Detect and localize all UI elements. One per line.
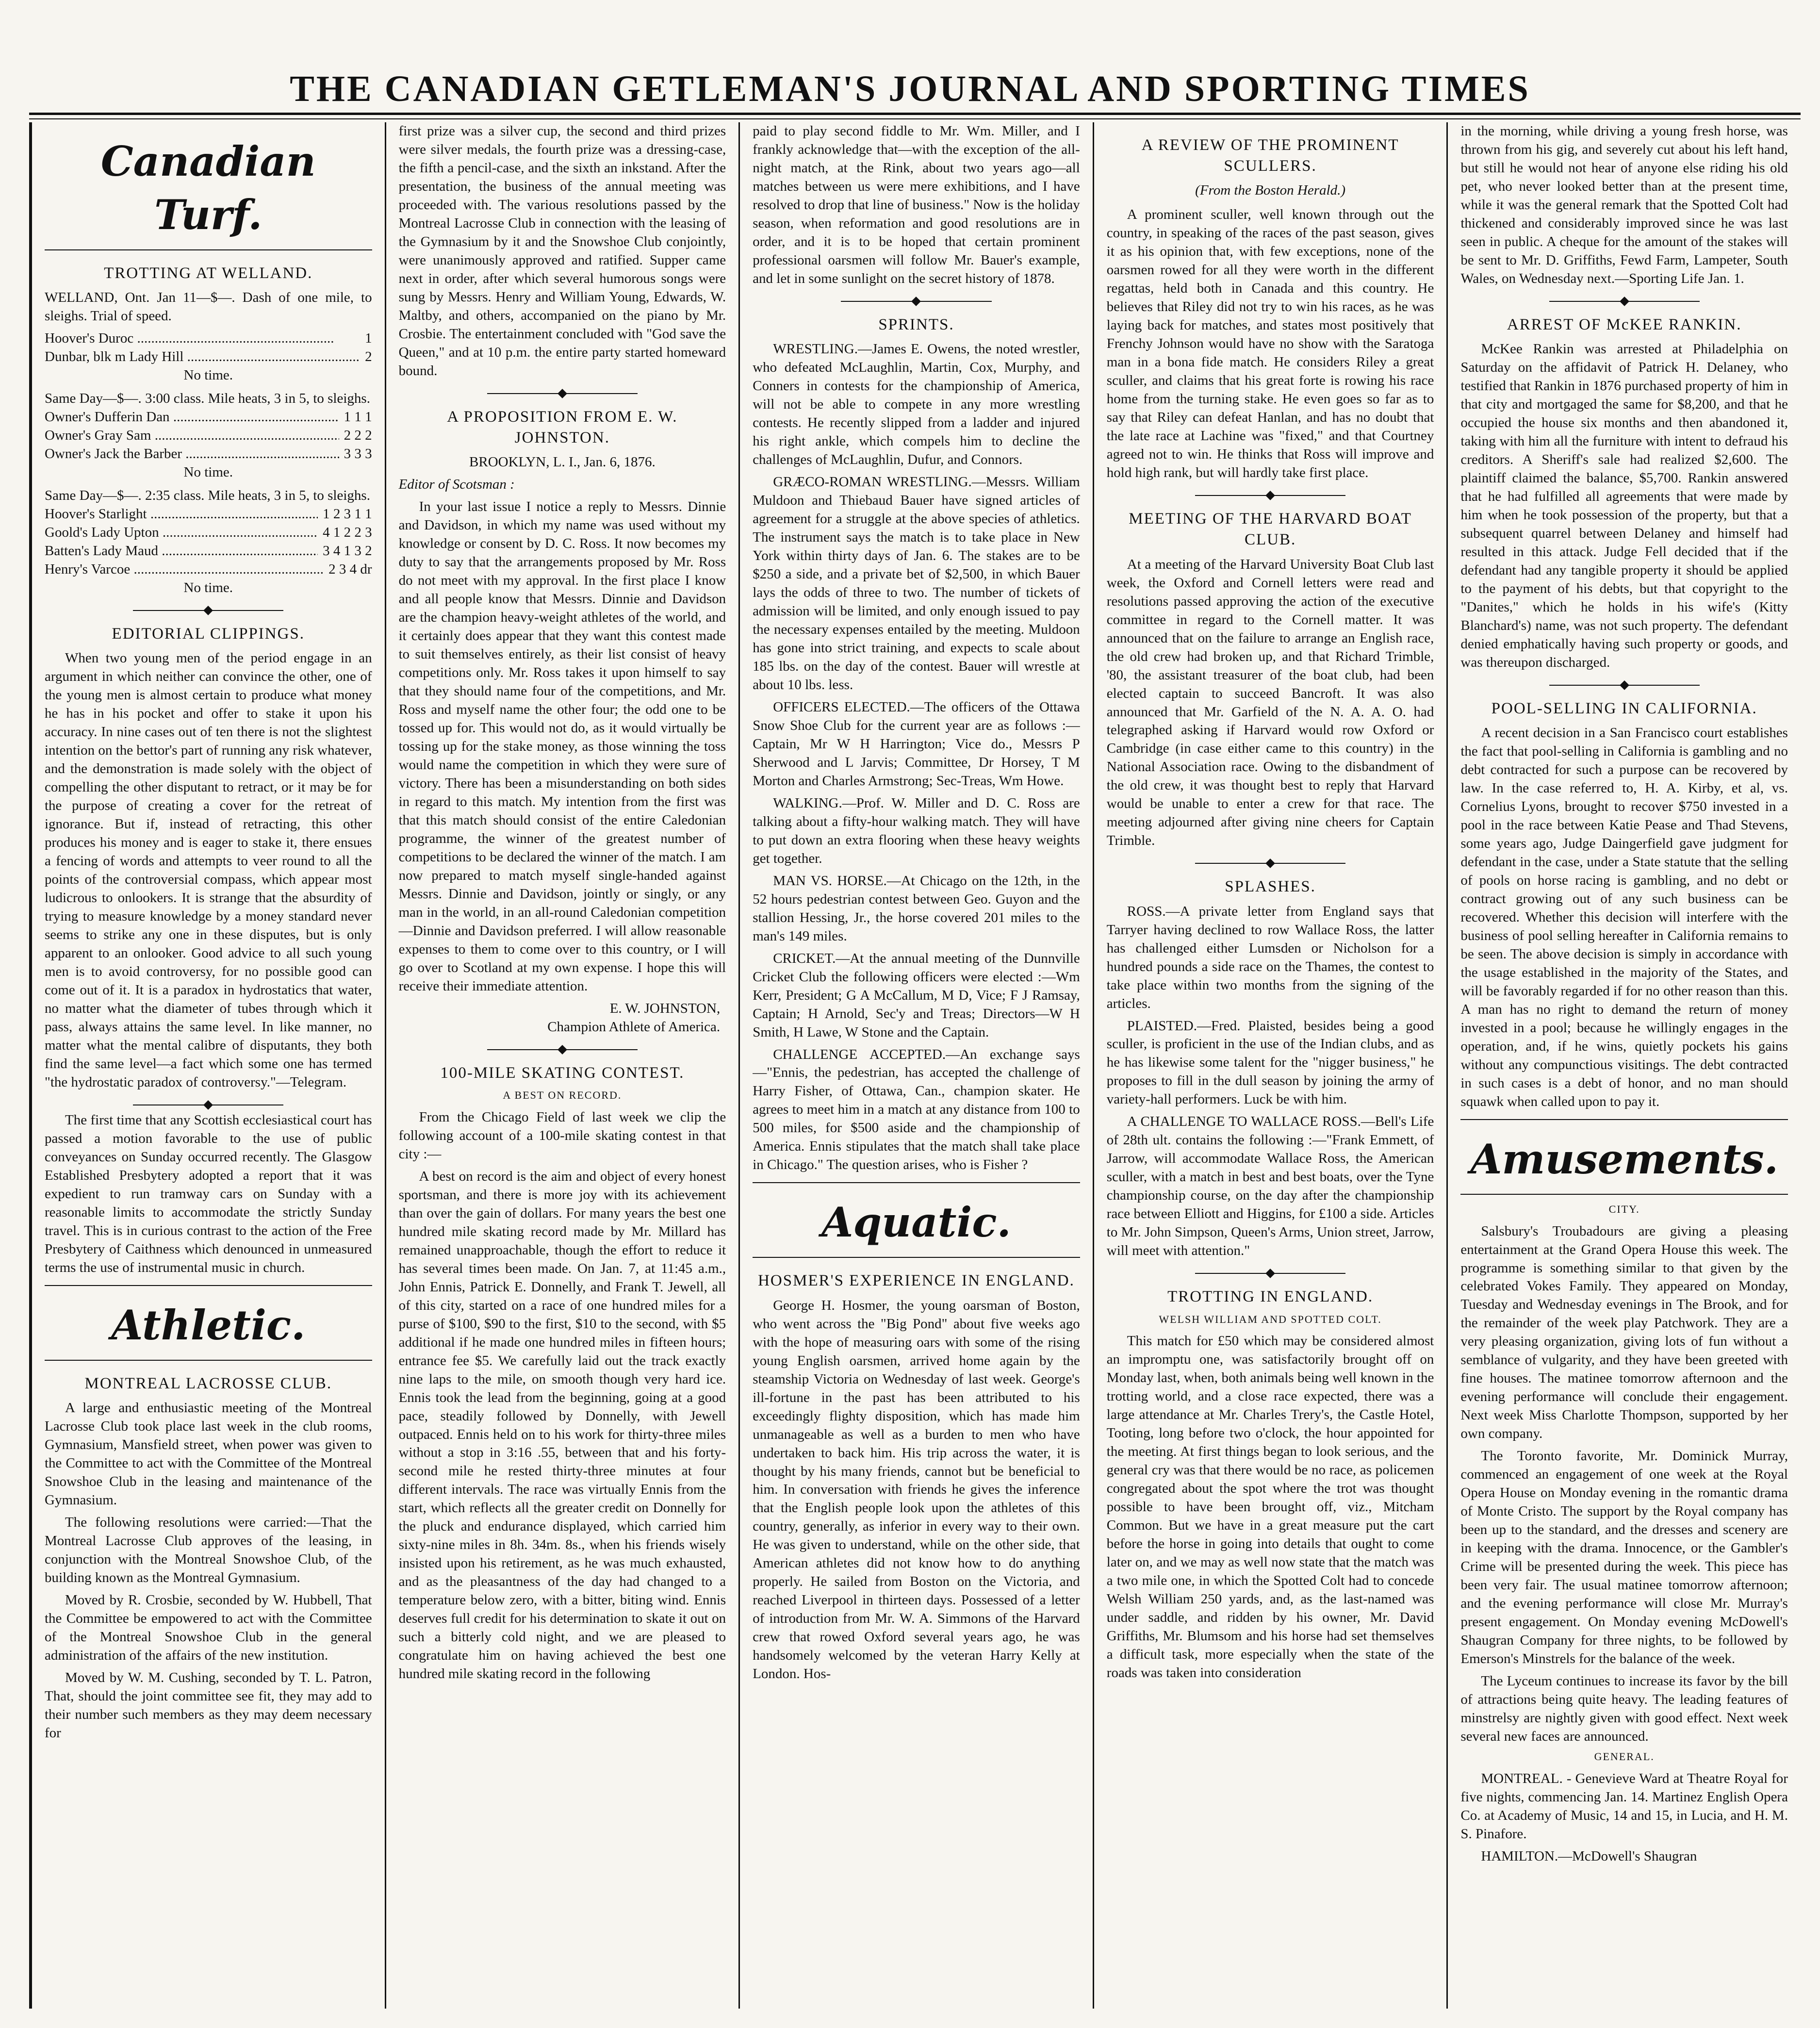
divider <box>1195 495 1345 496</box>
race-result: Owner's Gray Sam ..... 2 2 2 <box>45 427 372 445</box>
divider <box>45 249 372 250</box>
race-result: Goold's Lady Upton ..... 4 1 2 2 3 <box>45 524 372 542</box>
divider <box>45 1285 372 1286</box>
article-paragraph: paid to play second fiddle to Mr. Wm. Miller, and I frankly acknowledge that—with the exception of the all-night match, at the Rink, about two years ago—all matches between us were mere exhibitions, and I have resolved to drop that line of business." Now is the holiday season, when reformation and good resolutions are in order, and it is to be hoped that certain prominent professional oarsmen will follow Mr. Bauer's example, and let in some sunlight on the secret history of 1878. <box>753 123 1080 286</box>
race-time: No time. <box>183 580 233 596</box>
headline-trotting-england: TROTTING IN ENGLAND. <box>1167 1288 1374 1306</box>
race-result: Hoover's Starlight ..... 1 2 3 1 1 <box>45 505 372 524</box>
article-paragraph: PLAISTED.—Fred. Plaisted, besides being a good sculler, is proficient in the use of the Indian clubs, and as he has likewise some talent for the "nigger business," he proposes to fill in the dull season by joining the army of variety-hall performers. Luck be with him. <box>1106 1018 1434 1107</box>
race-result: Owner's Dufferin Dan ..... 1 1 1 <box>45 408 372 427</box>
divider <box>841 301 991 302</box>
article-paragraph: The Toronto favorite, Mr. Dominick Murray, commenced an engagement of one week at the Royal Opera House on Monday evening in the romantic drama of Monte Cristo. The support by the Royal company has been up to the standard, and the dresses and scenery are in keeping with the drama. Innocence, or the Gambler's Crime will be presented during the week. This piece has been very fair. The usual matinee tomorrow afternoon; and the evening performance will close Mr. Murray's present engagement. On Monday evening McDowell's Shaugran Company for three nights, to be followed by Emerson's Minstrels for the balance of the week. <box>1460 1448 1788 1667</box>
column-3 <box>738 122 1093 2009</box>
article-paragraph: A recent decision in a San Francisco court establishes the fact that pool-selling in California is gambling and no debt contracted for such a purpose can be recovered by law. In the case referred to, H. A. Kirby, et al, vs. Cornelius Lyons, brought to recover $750 invested in a pool in the race between Katie Pease and Thad Stevens, some years ago, Judge Daingerfield gave judgment for defendant in the case, under a State statute that the selling of pools on horse racing is gambling, and no debt or contract growing out of any such business can be recovered. Whether this decision will interfere with the business of pool selling hereafter in California remains to be seen. The above decision is simply in accordance with the usage established in the majority of the States, and will be favorably regarded if for no other reason than this. A man has no right to demand the return of money invested in a pool; because he willingly engages in the operation, and, if he wins, quietly pockets his gains without any compunctious visitings. The debt contracted in such cases is a debt of honor, and no man should squawk when called upon to pay it. <box>1460 725 1788 1109</box>
article-paragraph: McKee Rankin was arrested at Philadelphia on Saturday on the affidavit of Patrick H. Delaney, who testified that Rankin in 1876 purchased property of him in that city and mortgaged the same for $8,200, and that he occupied the house six months and then abandoned it, taking with him all the furniture with intent to defraud his creditors. A Sheriff's sale had realized $2,600. The plaintiff claimed the balance, $5,700. Rankin answered that he had fulfilled all agreements that were made by him when he took possession of the property, but that a subsequent quarrel between Delaney and himself had resulted in this attack. Judge Fell decided that if the defendant had any tangible property it should be applied to the payment of his debts, but that copyright to the "Danites," which he holds in his wife's (Kitty Blanchard's) name, was not such property. The defendant denied emphatically having such property or goods, and was thereupon discharged. <box>1460 341 1788 670</box>
race-result: Hoover's Duroc ..... 1 <box>45 330 372 348</box>
headline-trotting-welland: TROTTING AT WELLAND. <box>104 264 313 282</box>
article-paragraph: In your last issue I notice a reply to Messrs. Dinnie and Davidson, in which my name was used without my knowledge or consent by D. C. Ross. It now becomes my duty to say that the arrangements proposed by Mr. Ross do not meet with my approval. In the first place I know and all people know that Messrs. Dinnie and Davidson are the champion heavy-weight athletes of the world, and it certainly does appear that they want this contest made to suit themselves entirely, as their list consist of heavy competitions only. Mr. Ross takes it upon himself to say that they should name four of the competitions, and Mr. Ross and myself name the other four; the odd one to be tossed up for. This would not do, as it would virtually be tossing up for the stake money, as those winning the toss would name the competition in which they were sure of victory. There has been a misunderstanding on both sides in regard to this match. My intention from the first was that this match should consist of the entire Caledonian programme, the winner of the greatest number of competitions to be declared the winner of the match. I am now prepared to match myself single-handed against Messrs. Dinnie and Davidson, jointly or singly, or any man in the world, in an all-round Caledonian competition—Dinnie and Davidson preferred. I will allow reasonable expenses to them to come over to this country, or I will go over to Scotland at my own expense. I hope this will receive their immediate attention. <box>398 499 726 994</box>
section-aquatic: Aquatic. <box>821 1198 1011 1247</box>
article-paragraph: CHALLENGE ACCEPTED.—An exchange says —"Ennis, the pedestrian, has accepted the challenge of Harry Fisher, of Ottawa, Can., champion skater. He agrees to meet him in a match at any distance from 100 to 500 miles, for $500 aside and the championship of America. Ennis stipulates that the match shall take place in Chicago." The question arises, who is Fisher ? <box>753 1046 1080 1173</box>
salutation: Editor of Scotsman : <box>398 477 515 493</box>
article-paragraph: in the morning, while driving a young fresh horse, was thrown from his gig, and severely cut about his left hand, but still he would not hear of anyone else riding his old pet, who never looked better than at the present time, while it was the general remark that the Spotted Colt had thickened and considerably improved since he was last seen in public. A cheque for the amount of the stakes will be sent to Mr. D. Griffiths, Fewd Farm, Lampeter, South Wales, on Wednesday next.—Sporting Life Jan. 1. <box>1460 123 1788 286</box>
article-paragraph: MAN VS. HORSE.—At Chicago on the 12th, in the 52 hours pedestrian contest between Geo. Guyon and the stallion Hessing, Jr., the horse covered 201 miles to the man's 149 miles. <box>753 873 1080 944</box>
section-amusements: Amusements. <box>1470 1135 1778 1183</box>
headline-pool-selling: POOL-SELLING IN CALIFORNIA. <box>1491 699 1757 717</box>
columns <box>29 122 1801 2009</box>
headline-proposition: A PROPOSITION FROM E. W. JOHNSTON. <box>447 408 678 446</box>
article-paragraph: At a meeting of the Harvard University Boat Club last week, the Oxford and Cornell letters were read and resolutions passed approving the action of the executive committee in regard to the Cornell matter. It was announced that on the failure to arrange an English race, the old crew had broken up, and that Richard Trimble, '80, the assistant treasurer of the boat club, had been elected captain to succeed Bancroft. It was also announced that Mr. Garfield of the N. A. A. O. had telegraphed asking if Harvard would row Oxford or Cambridge (in case either came to this country) in the National Association race. Owing to the disbandment of the old crew, it was thought best to reply that Harvard would be unable to enter a crew for that race. The meeting adjourned after giving nine cheers for Captain Trimble. <box>1106 556 1434 849</box>
article-paragraph: Moved by R. Crosbie, seconded by W. Hubbell, That the Committee be empowered to act with the Committee of the Montreal Snowshoe Club in the general administration of the affairs of the new institution. <box>45 1592 372 1663</box>
headline-scullers: A REVIEW OF THE PROMINENT SCULLERS. <box>1141 136 1399 175</box>
divider <box>133 610 283 611</box>
race-time: No time. <box>183 367 233 383</box>
divider <box>1549 685 1700 686</box>
subheadline: WELSH WILLIAM AND SPOTTED COLT. <box>1159 1313 1382 1325</box>
article-paragraph: The first time that any Scottish ecclesiastical court has passed a motion favorable to the use of public conveyances on Sunday occurred recently. The Glasgow Established Presbytery adopted a report that it was expedient to run tramway cars on Sunday with a reasonable limits to accommodate the strictly Sunday travel. This is in curious contrast to the action of the Free Presbytery of Caithness which denounced in unmeasured terms the use of instrumental music in church. <box>45 1112 372 1275</box>
masthead: THE CANADIAN GETLEMAN'S JOURNAL AND SPORTING TIMES <box>290 68 1530 109</box>
signature: E. W. JOHNSTON, <box>609 1000 721 1016</box>
article-paragraph: WRESTLING.—James E. Owens, the noted wrestler, who defeated McLaughlin, Martin, Cox, Murphy, and Conners in contests for the championship of America, will not be able to compete in any more wrestling contests. He recently slipped from a ladder and injured his right ankle, which compels him to decline the challenges of McLaughlin, Dufur, and Connors. <box>753 341 1080 467</box>
divider <box>1195 1273 1345 1274</box>
headline-editorial-clippings: EDITORIAL CLIPPINGS. <box>112 625 305 643</box>
article-paragraph: This match for £50 which may be considered almost an impromptu one, was satisfactorily brought off on Monday last, when, both animals being well known in the trotting world, and a close race expected, there was a large attendance at Mr. Charles Trery's, the Castle Hotel, Tooting, long before two o'clock, the hour appointed for the meeting. At first things began to look serious, and the general cry was that there would be no race, as policemen congregated about the spot where the trot was thought possible to have been brought off, viz., Mitcham Common. But we have in a great measure put the cart before the horse in going into details that ought to come later on, and we may as well now state that the match was a two mile one, in which the Spotted Colt had to concede Welsh William 250 yards, and, as the last-named was under saddle, and ridden by his owner, Mr. David Griffiths, Mr. Blumsom and his horse had set themselves a difficult task, more especially when the state of the roads was taken into consideration <box>1106 1333 1434 1681</box>
article-paragraph: WALKING.—Prof. W. Miller and D. C. Ross are talking about a fifty-hour walking match. They will have to put down an extra flooring when these heavy weights get together. <box>753 795 1080 866</box>
masthead-rule-thin <box>29 118 1801 119</box>
article-paragraph: OFFICERS ELECTED.—The officers of the Ottawa Snow Shoe Club for the current year are as follows :—Captain, Mr W H Harrington; Vice do., Messrs P Sherwood and L Jarvis; Committee, Dr Horsey, T M Morton and Charles Armstrong; Sec-Treas, Wm Howe. <box>753 699 1080 789</box>
race-time: No time. <box>183 464 233 480</box>
race-intro: Same Day—$—. 3:00 class. Mile heats, 3 in 5, to sleighs. <box>45 391 370 407</box>
race-intro: WELLAND, Ont. Jan 11—$—. Dash of one mile, to sleighs. Trial of speed. <box>45 290 372 324</box>
headline-hosmer: HOSMER'S EXPERIENCE IN ENGLAND. <box>758 1272 1075 1290</box>
section-canadian-turf: Canadian Turf. <box>100 137 316 239</box>
divider <box>487 393 638 394</box>
article-paragraph: George H. Hosmer, the young oarsman of Boston, who went across the "Big Pond" about five weeks ago with the hope of measuring oars with some of the rising young English oarsmen, arrived home again by the steamship Victoria on Wednesday of last week. George's ill-fortune in the past has been attributed to his exceedingly flighty disposition, which has made him unmanageable as well as a burden to men who have undertaken to back him. His trip across the water, it is thought by his many friends, cannot but be beneficial to him. In conversation with friends he gives the inference that the English people look upon the athletes of this country, generally, as inferior in every way to their own. He was given to understand, while on the other side, that American athletes did not know how to do anything properly. He sailed from Boston on the Victoria, and reached Liverpool in thirteen days. Possessed of a letter of introduction from Mr. W. A. Simmons of the Harvard crew that rowed Oxford several years ago, he was handsomely welcomed by the veteran Harry Kelly at London. Hos- <box>753 1297 1080 1682</box>
headline-rankin: ARREST OF McKEE RANKIN. <box>1507 315 1742 333</box>
headline-skating-contest: 100-MILE SKATING CONTEST. <box>440 1064 685 1082</box>
headline-splashes: SPLASHES. <box>1225 878 1316 896</box>
article-paragraph: The following resolutions were carried:—That the Montreal Lacrosse Club approves of the leasing, in conjunction with the Montreal Snowshoe Club, of the building known as the Montreal Gymnasium. <box>45 1514 372 1585</box>
headline-harvard: MEETING OF THE HARVARD BOAT CLUB. <box>1129 510 1412 549</box>
article-paragraph: The Lyceum continues to increase its favor by the bill of attractions being quite heavy. The leading features of minstrelsy are nightly given with good effect. Next week several new faces are announced. <box>1460 1673 1788 1745</box>
article-paragraph: A prominent sculler, well known through out the country, in speaking of the races of the past season, gives it as his opinion that, with few exceptions, none of the oarsmen rowed for all they were worth in the different regattas, held both in Canada and this country. He believes that Riley did not try to win his races, as he was laying back for matches, and states most positively that Frenchy Johnson would have no show with the Saratoga man in a bona fide match. He considers Riley a great sculler, and claims that his great forte is rowing his race home from the turning stake. He even goes so far as to say that Riley can defeat Hanlan, and has no doubt that the late race at Lachine was "fixed," and that Courtney agreed not to win. He thinks that Ross will improve and hold high rank, but will hardly take first place. <box>1106 207 1434 481</box>
divider <box>753 1182 1080 1183</box>
headline-montreal-lacrosse: MONTREAL LACROSSE CLUB. <box>84 1374 332 1392</box>
divider <box>1195 863 1345 864</box>
divider <box>1460 1119 1788 1120</box>
article-paragraph: CRICKET.—At the annual meeting of the Dunnville Cricket Club the following officers were elected :—Wm Kerr, President; G A McCallum, M D, Vice; F J Ramsay, Captain; H Arnold, Sec'y and Treas; Directors—W H Smith, H Lawe, W Stone and the Captain. <box>753 950 1080 1040</box>
article-paragraph: HAMILTON.—McDowell's Shaugran <box>1481 1848 1697 1864</box>
divider <box>45 1360 372 1361</box>
race-result: Henry's Varcoe ..... 2 3 4 dr <box>45 561 372 579</box>
subheadline: A BEST ON RECORD. <box>503 1088 622 1101</box>
race-result: Owner's Jack the Barber ..... 3 3 3 <box>45 445 372 463</box>
credit: (From the Boston Herald.) <box>1195 182 1345 198</box>
article-paragraph: A CHALLENGE TO WALLACE ROSS.—Bell's Life of 28th ult. contains the following :—"Frank Emmett, of Jarrow, will accommodate Wallace Ross, the American sculler, with a match in best and best boats, over the Tyne championship course, on the day after the championship race between Elliott and Higgins, for £100 a side. Articles to Mr. John Simpson, Queen's Arms, Union street, Jarrow, will meet with attention." <box>1106 1114 1434 1259</box>
headline-sprints: SPRINTS. <box>878 315 954 333</box>
subheadline-city: CITY. <box>1608 1203 1640 1215</box>
article-paragraph: first prize was a silver cup, the second and third prizes were silver medals, the fourth prize was a dressing-case, the fifth a pencil-case, and the sixth an inkstand. After the presentation, the business of the annual meeting was proceeded with. The various resolutions passed by the Montreal Lacrosse Club in connection with the leasing of the Gymnasium by it and the Snowshoe Club conjointly, were unanimously approved and ratified. Supper came next in order, after which several humorous songs were sung by Messrs. Henry and William Young, Edwards, W. Maltby, and others, accompanied on the piano by Mr. Crosbie. The entertainment concluded with "God save the Queen," and at 10 p.m. the entire party started homeward bound. <box>398 123 726 379</box>
masthead-rule <box>29 113 1801 115</box>
race-result: Batten's Lady Maud ..... 3 4 1 3 2 <box>45 542 372 561</box>
divider <box>1549 301 1700 302</box>
article-paragraph: From the Chicago Field of last week we clip the following account of a 100-mile skating contest in that city :— <box>398 1109 726 1162</box>
column-1 <box>29 122 385 2009</box>
divider <box>1460 1194 1788 1195</box>
subheadline-general: GENERAL. <box>1594 1750 1655 1763</box>
article-paragraph: Salsbury's Troubadours are giving a pleasing entertainment at the Grand Opera House this week. The programme is something similar to that given by the celebrated Vokes Family. They appeared on Monday, Tuesday and Wednesday evenings in The Brook, and for the remainder of the week play Patchwork. They are a very pleasing organization, giving lots of fun without a semblance of vulgarity, and they have been greeted with fine houses. The matinee tomorrow afternoon and the evening performance will conclude their engagement. Next week Miss Charlotte Thompson, supported by her own company. <box>1460 1223 1788 1442</box>
article-paragraph: ROSS.—A private letter from England says that Tarryer having declined to row Wallace Ross, the latter has challenged either Lumsden or Nicholson for a hundred pounds a side race on the Thames, the contest to take place within two months from the signing of the articles. <box>1106 903 1434 1011</box>
article-paragraph: MONTREAL. - Genevieve Ward at Theatre Royal for five nights, commencing Jan. 14. Martinez English Opera Co. at Academy of Music, 14 and 15, in Lucia, and H. M. S. Pinafore. <box>1460 1770 1788 1842</box>
article-paragraph: When two young men of the period engage in an argument in which neither can convince the other, one of the young men is almost certain to produce what money he has in his pocket and offer to stake it upon his accuracy. In nine cases out of ten there is not the slightest intention on the bettor's part of running any risk whatever, and the demonstration is made solely with the object of compelling the other disputant to retract, or it may be for the purpose of creating a cover for the retreat of ignorance. But if, instead of retracting, this other produces his money and is eager to stake it, there ensues a fencing of words and attempts to veer round to all the points of the controversial compass, which appear most ludicrous to onlookers. It is strange that the absurdity of trying to measure knowledge by a money standard never seems to strike any one in these disputes, but is only apparent to an onlooker. Good advice to all such young men is to avoid controversy, for no possible good can come out of it. It is a paradox in hydrostatics that water, no matter what the diameter of tubes through which it pass, always attains the same level. In like manner, no matter what the mental calibre of disputants, they both find the same level—a fact which some one has termed "the hydrostatic paradox of controversy."—Telegram. <box>45 650 372 1090</box>
article-paragraph: A large and enthusiastic meeting of the Montreal Lacrosse Club took place last week in the club rooms, Gymnasium, Mansfield street, when power was given to the Committee to act with the Committee of the Montreal Snowshoe Club in the leasing and maintenance of the Gymnasium. <box>45 1400 372 1508</box>
column-5 <box>1446 122 1801 2009</box>
column-4 <box>1093 122 1447 2009</box>
dateline: BROOKLYN, L. I., Jan. 6, 1876. <box>469 454 656 470</box>
race-result: Dunbar, blk m Lady Hill ..... 2 <box>45 348 372 366</box>
section-athletic: Athletic. <box>111 1301 306 1349</box>
column-2 <box>385 122 739 2009</box>
race-intro: Same Day—$—. 2:35 class. Mile heats, 3 in 5, to sleighs. <box>45 488 370 504</box>
article-paragraph: Moved by W. M. Cushing, seconded by T. L. Patron, That, should the joint committee see fit, they may add to their number such members as they may deem necessary for <box>45 1669 372 1741</box>
article-paragraph: GRÆCO-ROMAN WRESTLING.—Messrs. William Muldoon and Thiebaud Bauer have signed articles of agreement for a struggle at the above species of athletics. The instrument says the match is to take place in New York within thirty days of Jan. 6. The stakes are to be $250 a side, and a private bet of $2,500, in which Bauer lays the odds of three to two. The number of tickets of admission will be limited, and only enough issued to pay the necessary expenses entailed by the meeting. Muldoon has gone into strict training, and expects to scale about 185 lbs. on the day of the contest. Bauer will wrestle at about 10 lbs. less. <box>753 474 1080 692</box>
article-paragraph: A best on record is the aim and object of every honest sportsman, and there is more joy with its achievement than over the gain of dollars. For many years the best one hundred mile skating record made by Mr. Millard has remained unapproachable, though the effort to reduce it has several times been made. On Jan. 7, at 11:45 a.m., John Ennis, Patrick E. Donnelly, and Frank T. Jewell, all of this city, started on a race of one hundred miles for a purse of $100, $90 to the first, $10 to the second, with $5 additional if he made one hundred miles in fifteen hours; entrance fee $5. We carefully laid out the track exactly nine laps to the mile, on smooth though very hard ice. Ennis took the lead from the beginning, going at a good pace, steadily followed by Donnelly, with Jewell outpaced. Ennis held on to his work for thirty-three miles without a stop in 3:16 .55, between that and his forty-second mile he rested thirty-three minutes at four different intervals. The race was virtually Ennis from the start, which reflects all the greater credit on Donnelly for the pluck and endurance displayed, which carried him sixty-nine miles in 8h. 34m. 8s., when his friends wisely insisted upon his retirement, as he was much exhausted, and as the pleasantness of the day had changed to a temperature below zero, with a bitter, biting wind. Ennis deserves full credit for his determination to skate it out on such a bitterly cold night, and we are pleased to congratulate him on having achieved the best one hundred mile skating record in the following <box>398 1168 726 1682</box>
signature-title: Champion Athlete of America. <box>547 1019 721 1035</box>
divider <box>753 1257 1080 1258</box>
divider <box>487 1049 638 1050</box>
